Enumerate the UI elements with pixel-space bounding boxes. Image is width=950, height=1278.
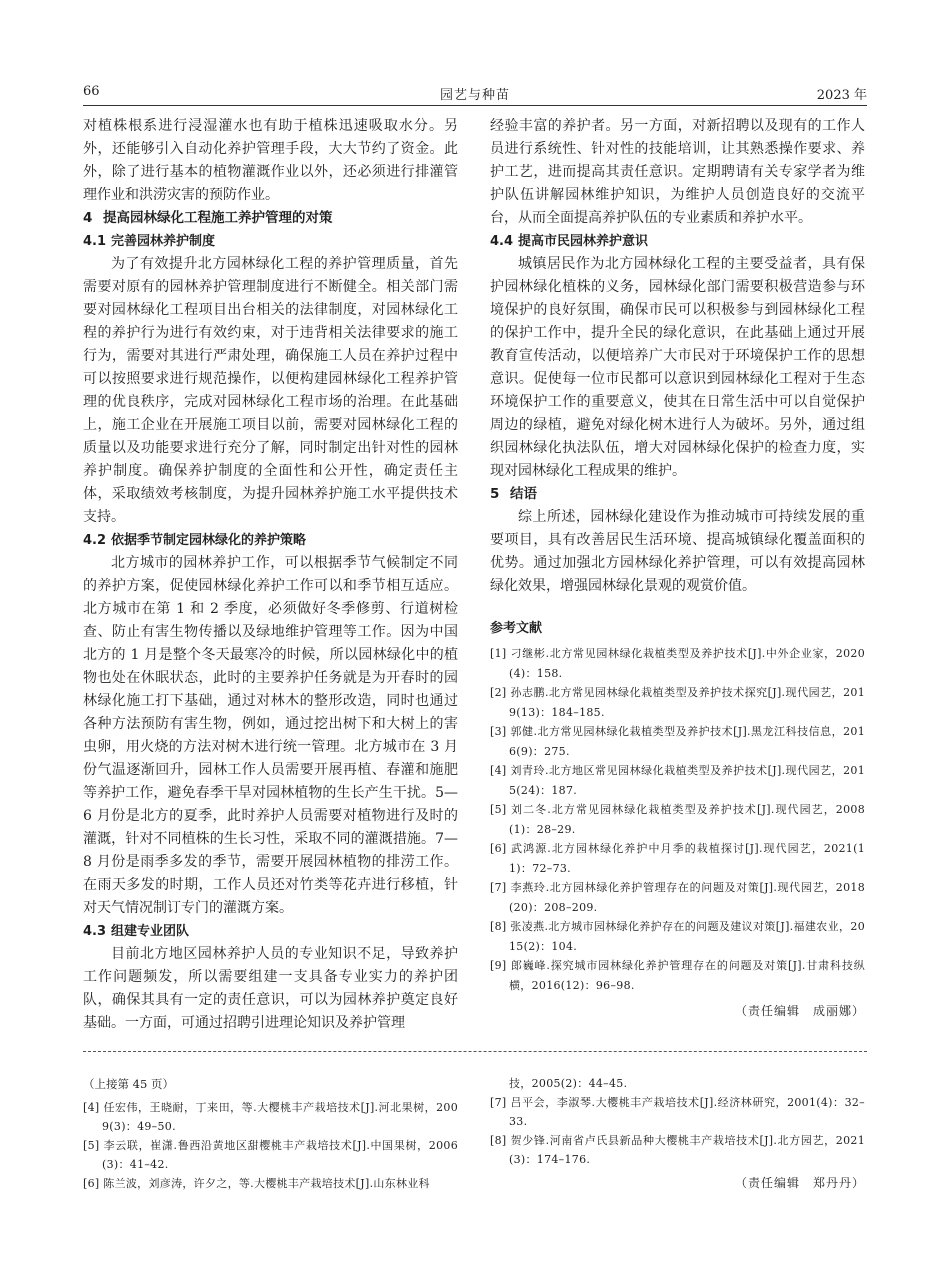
intro-paragraph: 对植株根系进行浸湿灌水也有助于植株迅速吸取水分。另外，还能够引入自动化养护管理手段，大大节约了资金。此外，除了进行基本的植物灌溉作业以外，还必须进行排灌管理作业和洪涝灾害的预防作业。	[83, 118, 458, 203]
reference-item: [7] 吕平会，李淑琴.大樱桃丰产栽培技术[J].经济林研究，2001(4)：32–33.	[490, 1096, 865, 1128]
subsection-title: 完善园林养护制度	[111, 234, 216, 249]
reference-item: [4] 刘青玲.北方地区常见园林绿化栽植类型及养护技术[J].现代园艺，2015(24)：187.	[490, 764, 865, 797]
subsection-number: 4.1	[83, 234, 107, 249]
reference-item: [4] 任宏伟，王晓耐，丁来田，等.大樱桃丰产栽培技术[J].河北果树，2009(3)：49–50.	[83, 1101, 458, 1133]
reference-list	[490, 644, 865, 995]
subsection-number: 4.3	[83, 924, 107, 939]
section-number: 5	[490, 486, 500, 502]
continued-reference-list	[83, 1098, 458, 1193]
responsible-editor: （责任编辑 郑丹丹）	[734, 1176, 865, 1190]
subsection-title: 组建专业团队	[111, 924, 190, 939]
continuation-paragraph: 经验丰富的养护者。另一方面，对新招聘以及现有的工作人员进行系统性、针对性的技能培训，让其熟悉操作要求、养护工艺，进而提高其责任意识。定期聘请有关专家学者为维护队伍讲解园林维护知识，为维护人员创造良好的交流平台，从而全面提高养护队伍的专业素质和养护水平。	[490, 118, 865, 226]
reference-item: [8] 张凌燕.北方城市园林绿化养护存在的问题及建议对策[J].福建农业，2015(2)：104.	[490, 920, 865, 953]
bottom-right-column	[490, 1074, 865, 1193]
section-4-3-heading	[83, 920, 458, 943]
header-rule	[83, 105, 867, 106]
references-heading: 参考文献	[490, 621, 543, 636]
continued-reference-list	[490, 1074, 865, 1169]
section-4-2-heading	[83, 529, 458, 552]
section-4-heading	[83, 207, 458, 230]
left-column	[83, 115, 458, 1035]
reference-item: [7] 李燕玲.北方园林绿化养护管理存在的问题及对策[J].现代园艺，2018(20)：208–209.	[490, 881, 865, 914]
reference-item: [8] 贺少锋.河南省卢氏县新品种大樱桃丰产栽培技术[J].北方园艺，2021(3)：174–176.	[490, 1134, 865, 1166]
section-4-3-paragraph: 目前北方地区园林养护人员的专业知识不足，导致养护工作问题频发，所以需要组建一支具备专业实力的养护团队，确保其具有一定的责任意识，可以为园林养护奠定良好基础。一方面，可通过招聘引进理论知识及养护管理	[83, 946, 458, 1031]
reference-item: [3] 郭健.北方常见园林绿化栽植类型及养护技术[J].黑龙江科技信息，2016(9)：275.	[490, 725, 865, 758]
section-4-1-heading	[83, 230, 458, 253]
reference-continuation: 技，2005(2)：44–45.	[509, 1077, 628, 1090]
reference-item: [6] 武鸿源.北方园林绿化养护中月季的栽植探讨[J].现代园艺，2021(11)：72–73.	[490, 842, 865, 875]
section-4-1-paragraph: 为了有效提升北方园林绿化工程的养护管理质量，首先需要对原有的园林养护管理制度进行不断健全。相关部门需要对园林绿化工程项目出台相关的法律制度，对园林绿化工程的养护行为进行有效约束，对于违背相关法律要求的施工行为，需要对其进行严肃处理，确保施工人员在养护过程中可以按照要求进行规范操作，以便构建园林绿化工程养护管理的优良秩序，完成对园林绿化工程市场的治理。在此基础上，施工企业在开展施工项目以前，需要对园林绿化工程的质量以及功能要求进行充分了解，同时制定出针对性的园林养护制度。确保养护制度的全面性和公开性，确定责任主体，采取绩效考核制度，为提升园林养护施工水平提供技术支持。	[83, 256, 458, 525]
reference-item: [9] 郎巍峰.探究城市园林绿化养护管理存在的问题及对策[J].甘肃科技纵横，2016(12)：96–98.	[490, 959, 865, 992]
right-column	[490, 115, 865, 1021]
conclusion-paragraph: 综上所述，园林绿化建设作为推动城市可持续发展的重要项目，具有改善居民生活环境、提高城镇绿化覆盖面积的优势。通过加强北方园林绿化养护管理，可以有效提高园林绿化效果，增强园林绿化景观的观赏价值。	[490, 509, 865, 594]
section-4-2-paragraph: 北方城市的园林养护工作，可以根据季节气候制定不同的养护方案，促使园林绿化养护工作可以和季节相互适应。北方城市在第 1 和 2 季度，必须做好冬季修剪、行道树检查、防止有害生物传播以及绿地维护管理等工作。因为中国北方的 1 月是整个冬天最寒冷的时候，所以园林绿化中的植物也处在休眠状态，此时的主要养护任务就是为开春时的园林绿化施工打下基础，通过对林木的整形改造，同时也通过各种方法预防有害生物，例如，通过挖出树下和大树上的害虫卵，用火烧的方法对树木进行统一管理。北方城市在 3 月份气温逐渐回升，园林工作人员需要开展再植、春灌和施肥等养护工作，避免春季干旱对园林植物的生长产生干扰。5—6 月份是北方的夏季，此时养护人员需要对植物进行及时的灌溉，针对不同植株的生长习性，采取不同的灌溉措施。7—8 月份是雨季多发的季节，需要开展园林植物的排涝工作。在雨天多发的时期，工作人员还对竹类等花卉进行移植，针对天气情况制订专门的灌溉方案。	[83, 555, 458, 916]
journal-title: 园艺与种苗	[439, 88, 510, 103]
section-4-4-heading	[490, 230, 865, 253]
publication-year: 2023 年	[816, 88, 867, 103]
section-4-4-paragraph: 城镇居民作为北方园林绿化工程的主要受益者，具有保护园林绿化植株的义务，园林绿化部门需要积极营造参与环境保护的良好氛围，确保市民可以积极参与到园林绿化工程的保护工作中，提升全民的绿化意识，在此基础上通过开展教育宣传活动，以便培养广大市民对于环境保护工作的思想意识。促使每一位市民都可以意识到园林绿化工程对于生态环境保护工作的重要意义，使其在日常生活中可以自觉保护周边的绿植，避免对绿化树木进行人为破坏。另外，通过组织园林绿化执法队伍，增大对园林绿化保护的检查力度，实现对园林绿化工程成果的维护。	[490, 256, 865, 479]
continued-from-note: （上接第 45 页）	[83, 1077, 174, 1091]
subsection-number: 4.2	[83, 533, 107, 548]
subsection-title: 提高市民园林养护意识	[518, 234, 649, 249]
section-5-heading	[490, 483, 865, 506]
reference-item: [5] 李云联，崔潇.鲁西沿黄地区甜樱桃丰产栽培技术[J].中国果树，2006(3)：41–42.	[83, 1139, 458, 1171]
bottom-left-column	[83, 1074, 458, 1193]
section-title: 结语	[510, 486, 537, 502]
reference-item: [1] 刁继彬.北方常见园林绿化栽植类型及养护技术[J].中外企业家，2020(4)：158.	[490, 647, 865, 680]
responsible-editor: （责任编辑 成丽娜）	[734, 1004, 865, 1018]
section-divider	[83, 1051, 867, 1052]
running-header	[83, 84, 867, 106]
subsection-number: 4.4	[490, 234, 514, 249]
section-number: 4	[83, 210, 93, 226]
reference-item: [5] 刘二冬.北方常见园林绿化栽植类型及养护技术[J].现代园艺，2008(1)：28–29.	[490, 803, 865, 836]
reference-item: [6] 陈兰波，刘彦涛，许夕之，等.大樱桃丰产栽培技术[J].山东林业科	[83, 1177, 430, 1190]
section-title: 提高园林绿化工程施工养护管理的对策	[103, 210, 333, 226]
page-number: 66	[83, 84, 100, 99]
reference-item: [2] 孙志鹏.北方常见园林绿化栽植类型及养护技术探究[J].现代园艺，2019(13)：184–185.	[490, 686, 865, 719]
subsection-title: 依据季节制定园林绿化的养护策略	[111, 533, 307, 548]
